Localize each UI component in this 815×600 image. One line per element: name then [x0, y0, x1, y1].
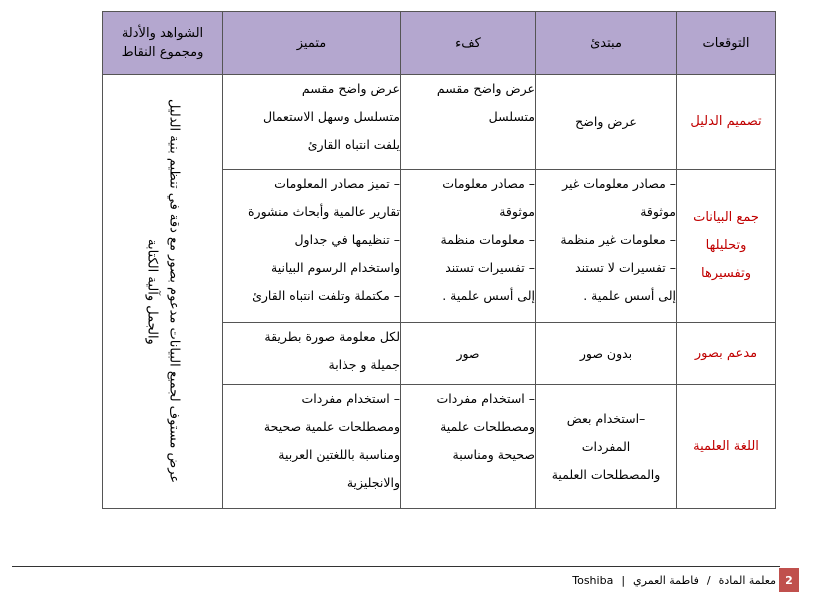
- competent-cell: [401, 323, 536, 385]
- cell-line: جميلة و جذابة: [328, 357, 400, 372]
- cell-line: صحيحة ومناسبة: [452, 447, 535, 462]
- cell-line: إلى أسس علمية .: [442, 288, 535, 303]
- page-number-badge: 2: [779, 568, 799, 592]
- footer-name: فاطمة العمري: [633, 573, 699, 587]
- cell-line: عرض واضح مقسم: [436, 81, 535, 96]
- evidence-cell: [103, 75, 223, 509]
- excellent-cell: [223, 385, 401, 509]
- header-row: [103, 12, 776, 75]
- page-footer: [568, 568, 780, 592]
- cell-line: – استخدام مفردات: [436, 391, 535, 406]
- header-competent: كفء: [401, 12, 536, 75]
- cell-line: مدعم بصور: [694, 345, 758, 361]
- cell-line: متسلسل وسهل الاستعمال: [262, 109, 400, 124]
- cell-line: – تفسيرات تستند: [445, 260, 535, 275]
- cell-line: – مصادر معلومات: [442, 176, 535, 191]
- cell-line: تقارير عالمية وأبحاث منشورة: [247, 204, 400, 219]
- excellent-cell: [223, 170, 401, 323]
- criterion-cell: [677, 385, 776, 509]
- cell-line: والانجليزية: [346, 475, 400, 490]
- cell-line: جمع البيانات: [693, 210, 759, 225]
- cell-line: موثوقة: [499, 204, 535, 219]
- cell-line: اللغة العلمية: [693, 438, 759, 454]
- competent-cell: [401, 385, 536, 509]
- footer-role: معلمة المادة: [718, 573, 776, 587]
- cell-line: متسلسل: [488, 109, 535, 124]
- cell-line: – معلومات منظمة: [440, 232, 535, 247]
- evidence-text: عرض مستوف لجميع البيانات مدعوم بصور مع دقة في تنظيم بنية الدليل والجمل وآلية الكتابة: [144, 99, 182, 484]
- cell-line: عرض واضح مقسم: [301, 81, 400, 96]
- header-expectations: التوقعات: [677, 12, 776, 75]
- table-row: [103, 75, 776, 170]
- criterion-cell: [677, 323, 776, 385]
- cell-line: موثوقة: [640, 204, 676, 219]
- cell-line: وتفسيرها: [701, 266, 751, 281]
- cell-line: – تميز مصادر المعلومات: [274, 176, 400, 191]
- beginner-cell: [536, 385, 677, 509]
- cell-line: المفردات: [581, 438, 631, 454]
- footer-bar: |: [621, 573, 626, 587]
- cell-line: واستخدام الرسوم البيانية: [271, 260, 400, 275]
- cell-line: ومناسبة باللغتين العربية: [278, 447, 400, 462]
- cell-line: تصميم الدليل: [690, 114, 762, 129]
- beginner-cell: [536, 170, 677, 323]
- cell-line: عرض واضح: [575, 114, 637, 129]
- cell-line: وتحليلها: [705, 238, 747, 253]
- rubric-table: [102, 11, 776, 509]
- header-excellent: متميز: [223, 12, 401, 75]
- excellent-cell: [223, 323, 401, 385]
- footer-separator: /: [706, 573, 711, 587]
- beginner-cell: [536, 75, 677, 170]
- cell-line: – مكتملة وتلفت انتباه القارئ: [252, 288, 400, 303]
- header-evidence: الشواهد والأدلة ومجموع النقاط: [103, 12, 223, 75]
- footer-divider: [12, 566, 780, 567]
- criterion-cell: [677, 170, 776, 323]
- cell-line: ومصطلحات علمية: [440, 419, 535, 434]
- cell-line: بدون صور: [579, 345, 633, 361]
- beginner-cell: [536, 323, 677, 385]
- cell-line: يلفت انتباه القارئ: [307, 137, 400, 152]
- criterion-cell: [677, 75, 776, 170]
- cell-line: – مصادر معلومات غير: [562, 176, 676, 191]
- cell-line: – تنظيمها في جداول: [294, 232, 400, 247]
- cell-line: لكل معلومة صورة بطريقة: [264, 329, 400, 344]
- cell-line: إلى أسس علمية .: [583, 288, 676, 303]
- cell-line: ومصطلحات علمية صحيحة: [263, 419, 400, 434]
- cell-line: – استخدام مفردات: [301, 391, 400, 406]
- cell-line: –استخدام بعض: [566, 410, 646, 426]
- cell-line: والمصطلحات العلمية: [551, 466, 661, 482]
- cell-line: – تفسيرات لا تستند: [575, 260, 676, 275]
- cell-line: – معلومات غير منظمة: [560, 232, 676, 247]
- cell-line: صور: [456, 345, 480, 361]
- competent-cell: [401, 75, 536, 170]
- footer-brand: Toshiba: [572, 573, 614, 587]
- excellent-cell: [223, 75, 401, 170]
- header-beginner: مبتدئ: [536, 12, 677, 75]
- competent-cell: [401, 170, 536, 323]
